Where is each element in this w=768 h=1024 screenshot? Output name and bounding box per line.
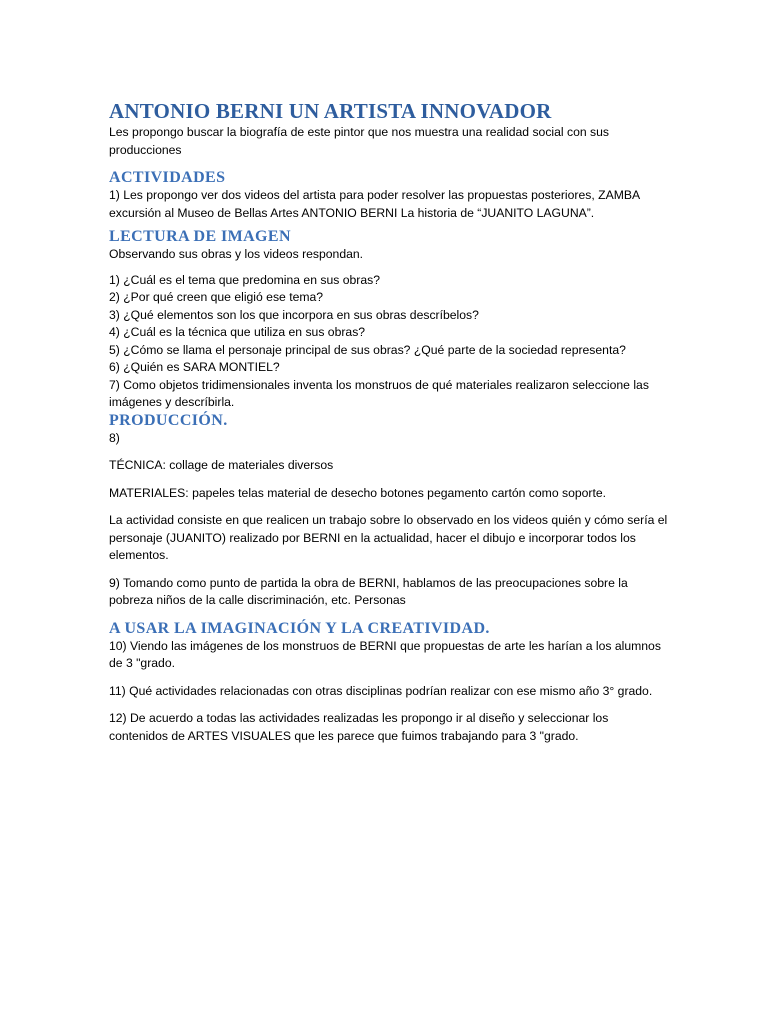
actividades-text: 1) Les propongo ver dos videos del artista para poder resolver las propuestas posteriores, ZAMBA excursión al Museo de Bellas Artes ANTONIO BERNI La historia de “JUANITO LAGUNA”.: [109, 188, 640, 220]
actividades-heading: ACTIVIDADES: [109, 169, 226, 186]
lectura-subtitle: Observando sus obras y los videos respondan.: [109, 247, 364, 261]
imaginacion-heading: A USAR LA IMAGINACIÓN Y LA CREATIVIDAD.: [109, 619, 490, 637]
item-11-text: 11) Qué actividades relacionadas con otras disciplinas podrían realizar con ese mismo año 3° grado.: [109, 683, 653, 698]
document-title: ANTONIO BERNI UN ARTISTA INNOVADOR: [109, 99, 552, 123]
question-item: 1) ¿Cuál es el tema que predomina en sus obras?: [109, 272, 380, 287]
lectura-heading: LECTURA DE IMAGEN: [109, 228, 291, 245]
item-10-text: 10) Viendo las imágenes de los monstruos de BERNI que propuestas de arte les harían a los alumnos de 3 "grado.: [109, 638, 661, 670]
question-list: [109, 272, 669, 412]
question-item: 4) ¿Cuál es la técnica que utiliza en sus obras?: [109, 325, 366, 339]
question-item: 5) ¿Cómo se llama el personaje principal de sus obras? ¿Qué parte de la sociedad representa?: [109, 342, 626, 357]
materiales-text: MATERIALES: papeles telas material de desecho botones pegamento cartón como soporte.: [109, 485, 607, 500]
actividad-text: La actividad consiste en que realicen un trabajo sobre lo observado en los videos quién y cómo sería el personaje (JUANITO) realizado por BERNI en la actualidad, hacer el dibujo e incorporar todos los elementos.: [109, 513, 668, 562]
produccion-heading: PRODUCCIÓN.: [109, 411, 228, 429]
item-8-number: 8): [109, 430, 120, 445]
intro-paragraph: Les propongo buscar la biografía de este pintor que nos muestra una realidad social con sus producciones: [109, 125, 610, 157]
tecnica-text: TÉCNICA: collage de materiales diversos: [109, 458, 334, 472]
item-12-text: 12) De acuerdo a todas las actividades realizadas les propongo ir al diseño y seleccionar los contenidos de ARTES VISUALES que les parece que fuimos trabajando para 3 "grado.: [109, 711, 609, 743]
question-item: 7) Como objetos tridimensionales inventa los monstruos de qué materiales realizaron seleccione las imágenes y descríbirla.: [109, 377, 649, 409]
item-9-text: 9) Tomando como punto de partida la obra de BERNI, hablamos de las preocupaciones sobre la pobreza niños de la calle discriminación, etc. Personas: [109, 575, 628, 607]
question-item: 3) ¿Qué elementos son los que incorpora en sus obras descríbelos?: [109, 307, 479, 322]
question-item: 2) ¿Por qué creen que eligió ese tema?: [109, 290, 324, 304]
question-item: 6) ¿Quién es SARA MONTIEL?: [109, 360, 280, 374]
document-page: [109, 98, 669, 745]
